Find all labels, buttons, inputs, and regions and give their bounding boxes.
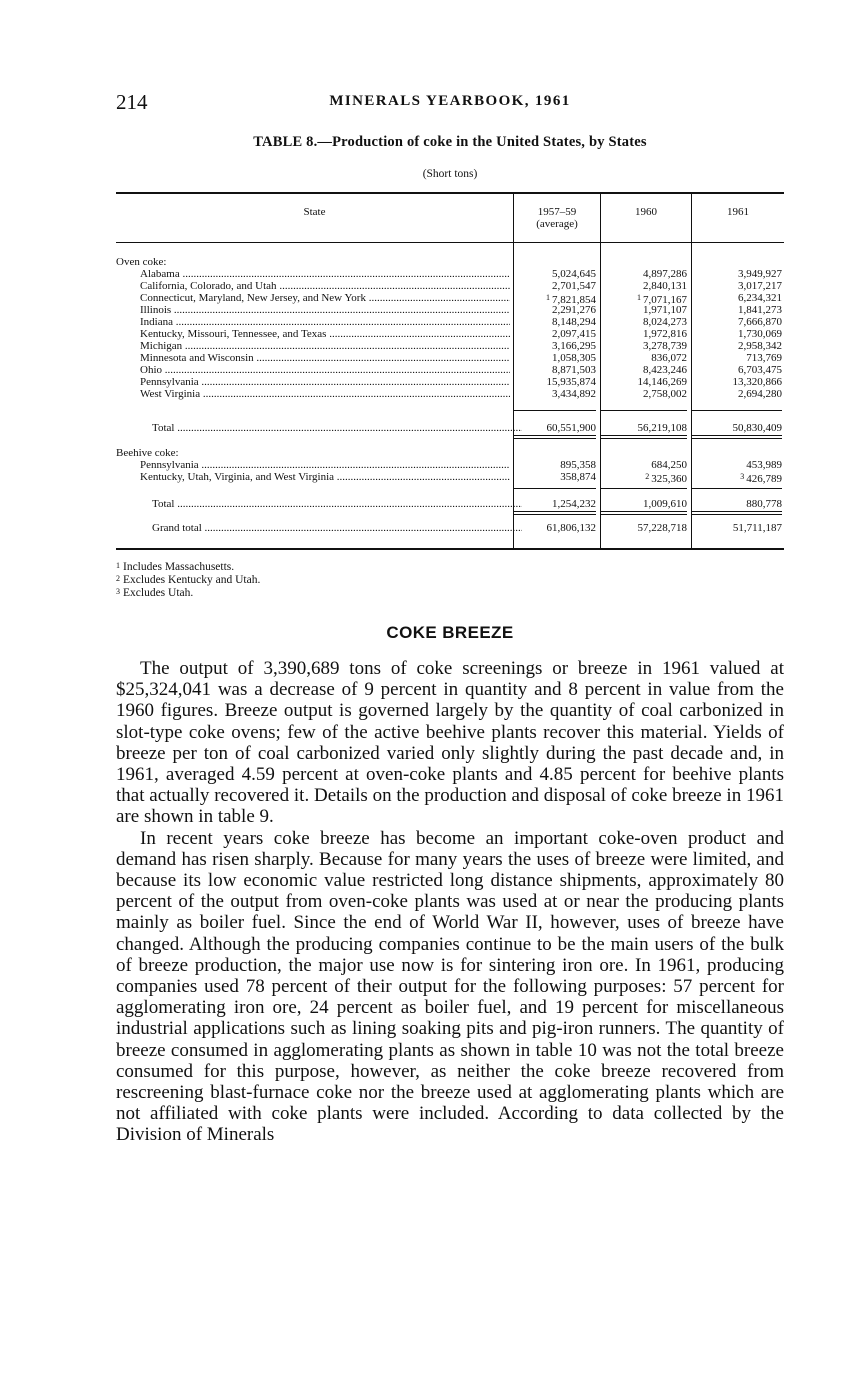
- total-double-rule: [692, 435, 782, 439]
- running-head: [116, 90, 784, 114]
- row-value: [692, 376, 782, 388]
- row-value: [692, 388, 782, 400]
- value-text: 1,972,816: [643, 328, 687, 340]
- value-text: 880,778: [746, 498, 782, 510]
- table-top-rule: [116, 192, 784, 194]
- value-text: 3,278,739: [643, 340, 687, 352]
- footnote-marker: 2: [116, 574, 120, 583]
- value-text: 2,840,131: [643, 280, 687, 292]
- row-label: Indiana .....: [140, 316, 510, 328]
- value-text: 1,730,069: [738, 328, 782, 340]
- row-label: Kentucky, Missouri, Tennessee, and Texas .....: [140, 328, 510, 340]
- footnote-text: Excludes Utah.: [123, 587, 194, 599]
- row-value: [601, 280, 687, 292]
- row-value: [601, 268, 687, 280]
- row-value: [601, 522, 687, 534]
- value-text: 453,989: [746, 459, 782, 471]
- value-text: 4,897,286: [643, 268, 687, 280]
- value-text: 2,758,002: [643, 388, 687, 400]
- row-label: Michigan .....: [140, 340, 510, 352]
- row-value: [692, 340, 782, 352]
- table-row: [116, 328, 784, 340]
- value-text: 60,551,900: [546, 422, 596, 434]
- beehive-coke-total: [116, 498, 784, 510]
- row-value: [692, 498, 782, 510]
- footnote: [116, 573, 516, 586]
- paragraph: The output of 3,390,689 tons of coke screenings or breeze in 1961 valued at $25,324,041 was a decrease of 9 percent in quantity and 8 percent in value from the 1960 figures. Breeze output is governed largely by the quantity of coal carbonized in slot-type coke ovens; few of the active beehive plants recover this material. Yields of breeze per ton of coal carbonized varied only slightly during the past decade and, in 1961, averaged 4.59 percent at oven-coke plants and 4.85 percent for beehive plants that actually recovered it. Details on the production and disposal of coke breeze in 1961 are shown in table 9.: [116, 658, 784, 828]
- row-value: [601, 340, 687, 352]
- value-text: 426,789: [746, 473, 782, 485]
- value-text: 2,958,342: [738, 340, 782, 352]
- value-text: 3,434,892: [552, 388, 596, 400]
- value-text: 8,871,503: [552, 364, 596, 376]
- value-text: 713,769: [746, 352, 782, 364]
- table-row: [116, 280, 784, 292]
- value-text: 7,821,854: [552, 294, 596, 306]
- total-double-rule: [601, 435, 687, 439]
- oven-coke-total: [116, 422, 784, 434]
- value-text: 2,291,276: [552, 304, 596, 316]
- row-value: [692, 292, 782, 304]
- row-value: [601, 459, 687, 471]
- row-value: [514, 459, 596, 471]
- row-value: [601, 388, 687, 400]
- column-header-1957-59: [514, 206, 600, 230]
- value-text: 2,701,547: [552, 280, 596, 292]
- value-text: 6,703,475: [738, 364, 782, 376]
- subtotal-rule: [514, 488, 596, 489]
- value-text: 3,949,927: [738, 268, 782, 280]
- grand-total: [116, 522, 784, 534]
- section-heading: COKE BREEZE: [386, 623, 514, 642]
- oven-coke-rows: [116, 268, 784, 400]
- total-double-rule: [514, 511, 596, 515]
- subtotal-rule: [514, 410, 596, 411]
- row-label: Total .....: [152, 498, 522, 510]
- row-value: [514, 388, 596, 400]
- column-header-1957-59-average: (average): [536, 218, 578, 230]
- subtotal-rule: [692, 488, 782, 489]
- row-value: [692, 522, 782, 534]
- value-text: 2,694,280: [738, 388, 782, 400]
- row-label: Illinois .....: [140, 304, 510, 316]
- row-value: [601, 352, 687, 364]
- value-text: 7,666,870: [738, 316, 782, 328]
- row-value: [692, 364, 782, 376]
- row-value: [514, 304, 596, 316]
- value-text: 13,320,866: [732, 376, 782, 388]
- column-header-1961: 1961: [727, 206, 749, 218]
- row-value: [692, 422, 782, 434]
- table-row: [116, 376, 784, 388]
- row-value: [514, 268, 596, 280]
- row-label: Pennsylvania .....: [140, 459, 510, 471]
- table-row: [116, 352, 784, 364]
- row-label: Alabama .....: [140, 268, 510, 280]
- value-text: 7,071,167: [643, 294, 687, 306]
- row-label: Ohio .....: [140, 364, 510, 376]
- row-value: [692, 280, 782, 292]
- value-text: 1,009,610: [643, 498, 687, 510]
- footnote-text: Excludes Kentucky and Utah.: [123, 574, 261, 586]
- row-value: [692, 268, 782, 280]
- footnote: [116, 586, 516, 599]
- row-value: [514, 498, 596, 510]
- table-footnotes: [116, 560, 516, 599]
- row-label: California, Colorado, and Utah .....: [140, 280, 510, 292]
- row-value: [692, 471, 782, 485]
- total-double-rule: [601, 511, 687, 515]
- subtotal-rule: [601, 488, 687, 489]
- row-value: [514, 316, 596, 328]
- table-unit: (Short tons): [422, 168, 478, 180]
- total-row: [116, 422, 784, 434]
- table-header-rule: [116, 242, 784, 243]
- row-label: Kentucky, Utah, Virginia, and West Virginia .....: [140, 471, 510, 483]
- row-value: [601, 498, 687, 510]
- table-row: [116, 268, 784, 280]
- value-text: 1,841,273: [738, 304, 782, 316]
- value-text: 895,358: [560, 459, 596, 471]
- row-label: Connecticut, Maryland, New Jersey, and New York .....: [140, 292, 510, 304]
- value-text: 1,254,232: [552, 498, 596, 510]
- value-text: 50,830,409: [732, 422, 782, 434]
- value-text: 8,423,246: [643, 364, 687, 376]
- footnote-marker: 1: [637, 293, 641, 302]
- beehive-coke-heading: Beehive coke:: [116, 447, 179, 459]
- value-text: 358,874: [560, 471, 596, 483]
- row-label: Pennsylvania .....: [140, 376, 510, 388]
- value-text: 836,072: [651, 352, 687, 364]
- value-text: 61,806,132: [546, 522, 596, 534]
- body-text: [116, 658, 784, 1146]
- value-text: 684,250: [651, 459, 687, 471]
- row-value: [601, 304, 687, 316]
- page-number: 214: [116, 90, 148, 114]
- row-value: [601, 471, 687, 485]
- footnote-marker: 1: [116, 561, 120, 570]
- row-value: [514, 522, 596, 534]
- row-value: [514, 352, 596, 364]
- total-row: [116, 498, 784, 510]
- row-label: Minnesota and Wisconsin .....: [140, 352, 510, 364]
- footnote-marker: 1: [546, 293, 550, 302]
- row-value: [514, 340, 596, 352]
- total-row: [116, 522, 784, 534]
- row-value: [514, 376, 596, 388]
- footnote-text: Includes Massachusetts.: [123, 561, 235, 573]
- row-value: [514, 364, 596, 376]
- coke-production-table: [116, 192, 784, 550]
- footnote-marker: 3: [740, 472, 745, 481]
- row-value: [514, 471, 596, 483]
- value-text: 14,146,269: [637, 376, 687, 388]
- row-value: [514, 280, 596, 292]
- total-double-rule: [692, 511, 782, 515]
- row-value: [692, 316, 782, 328]
- total-double-rule: [514, 435, 596, 439]
- table-row: [116, 388, 784, 400]
- row-value: [514, 328, 596, 340]
- table-row: [116, 340, 784, 352]
- oven-coke-heading: Oven coke:: [116, 256, 167, 268]
- column-header-state: State: [303, 206, 326, 218]
- row-value: [601, 316, 687, 328]
- table-row: [116, 292, 784, 304]
- paragraph: In recent years coke breeze has become an important coke-oven product and demand has risen sharply. Because for many years the uses of breeze were limited, and because its low economic value restricted long distance shipments, approximately 80 percent of the output from oven-coke plants was used at or near the producing plants mainly as boiler fuel. Since the end of World War II, however, uses of breeze have changed. Although the producing companies continue to be the main users of the bulk of breeze production, the major use now is for sintering iron ore. In 1961, producing companies used 78 percent of their output for the following purposes: 57 percent for agglomerating iron ore, 24 percent as boiler fuel, and 19 percent for miscellaneous industrial applications such as lining soaking pits and pig-iron runners. The quantity of breeze consumed in agglomerating plants as shown in table 10 was not the total breeze consumed for this purpose, however, as neither the coke breeze recovered from rescreening blast-furnace coke nor the breeze used at agglomerating plants which are not affiliated with coke plants were included. According to data collected by the Division of Minerals: [116, 827, 784, 1146]
- value-text: 3,017,217: [738, 280, 782, 292]
- value-text: 8,024,273: [643, 316, 687, 328]
- value-text: 8,148,294: [552, 316, 596, 328]
- column-header-1960: 1960: [635, 206, 657, 218]
- row-value: [601, 422, 687, 434]
- value-text: 1,058,305: [552, 352, 596, 364]
- row-value: [601, 376, 687, 388]
- subtotal-rule: [692, 410, 782, 411]
- table-row: [116, 471, 784, 483]
- value-text: 1,971,107: [643, 304, 687, 316]
- value-text: 15,935,874: [546, 376, 596, 388]
- row-value: [601, 364, 687, 376]
- footnote-marker: 2: [645, 472, 650, 481]
- row-value: [692, 328, 782, 340]
- table-row: [116, 459, 784, 471]
- row-value: [692, 304, 782, 316]
- table-row: [116, 364, 784, 376]
- row-label: West Virginia .....: [140, 388, 510, 400]
- subtotal-rule: [601, 410, 687, 411]
- table-bottom-rule: [116, 548, 784, 550]
- value-text: 57,228,718: [637, 522, 687, 534]
- value-text: 2,097,415: [552, 328, 596, 340]
- footnote: [116, 560, 516, 573]
- table-row: [116, 316, 784, 328]
- value-text: 5,024,645: [552, 268, 596, 280]
- table-title: TABLE 8.—Production of coke in the United States, by States: [253, 134, 647, 150]
- beehive-coke-rows: [116, 459, 784, 483]
- row-value: [601, 328, 687, 340]
- row-label: Grand total .....: [152, 522, 522, 534]
- row-label: Total .....: [152, 422, 522, 434]
- value-text: 51,711,187: [732, 522, 782, 534]
- value-text: 56,219,108: [637, 422, 687, 434]
- running-title: MINERALS YEARBOOK, 1961: [329, 93, 571, 109]
- column-header-1957-59-years: 1957–59: [537, 206, 577, 218]
- footnote-marker: 3: [116, 587, 120, 596]
- row-value: [514, 422, 596, 434]
- row-value: [692, 352, 782, 364]
- row-value: [692, 459, 782, 471]
- value-text: 6,234,321: [738, 292, 782, 304]
- value-text: 325,360: [651, 473, 687, 485]
- table-row: [116, 304, 784, 316]
- value-text: 3,166,295: [552, 340, 596, 352]
